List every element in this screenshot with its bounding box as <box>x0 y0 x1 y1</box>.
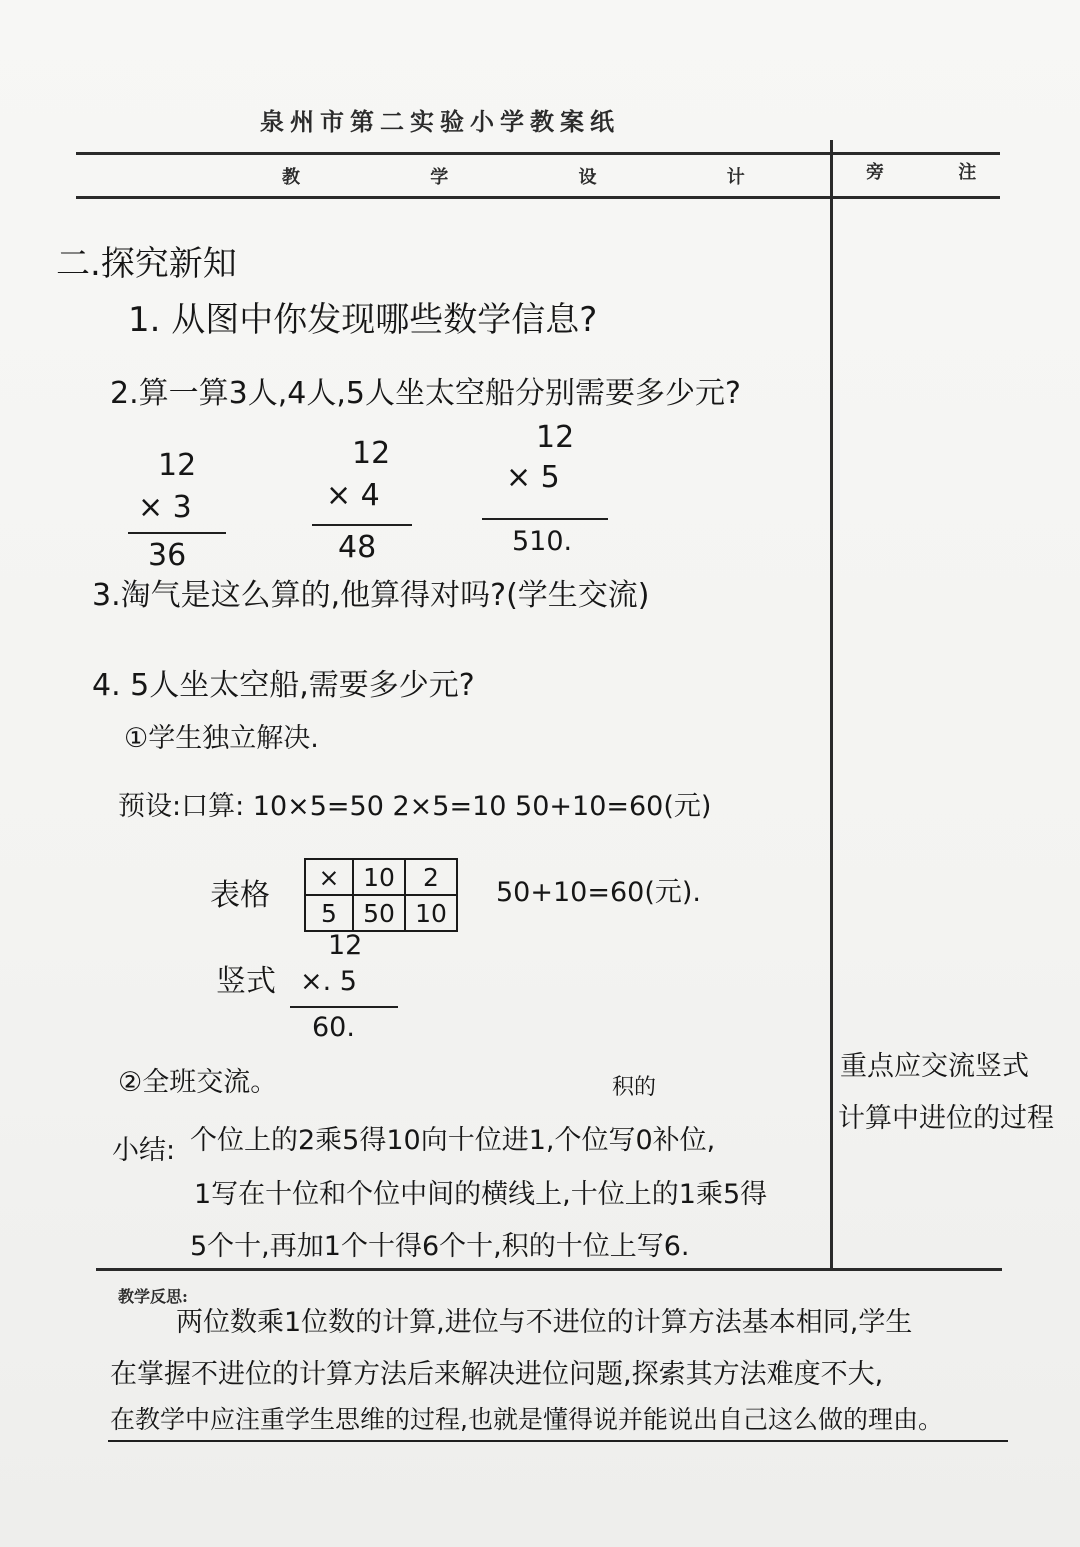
calc3-line <box>482 518 608 520</box>
grid-row <box>305 895 457 931</box>
table-label: 表格 <box>210 878 270 913</box>
grid-cell: 10 <box>405 895 457 931</box>
summary-label: 小结: <box>112 1135 176 1166</box>
column-label-notes: 旁 注 <box>866 162 1011 183</box>
reflection-line-2: 在掌握不进位的计算方法后来解决进位问题,探索其方法难度不大, <box>110 1359 884 1390</box>
side-note-line-1: 重点应交流竖式 <box>840 1051 1029 1082</box>
summary-line-2: 1写在十位和个位中间的横线上,十位上的1乘5得 <box>194 1179 768 1210</box>
column-label-design: 教 学 设 计 <box>282 167 807 188</box>
summary-line-3: 5个十,再加1个十得6个十,积的十位上写6. <box>190 1231 690 1262</box>
calc3-top: 12 <box>536 420 575 455</box>
summary-insert: 积的 <box>612 1075 657 1100</box>
reflection-line-1: 两位数乘1位数的计算,进位与不进位的计算方法基本相同,学生 <box>176 1307 913 1338</box>
question-1: 1. 从图中你发现哪些数学信息? <box>128 300 598 340</box>
column-divider <box>830 140 833 1270</box>
summary-line-1: 个位上的2乘5得10向十位进1,个位写0补位, <box>190 1125 716 1156</box>
vertical-top: 12 <box>328 930 363 961</box>
grid-cell: × <box>305 859 353 895</box>
grid-row <box>305 859 457 895</box>
reflection-label: 教学反思: <box>118 1287 188 1306</box>
side-note-line-2: 计算中进位的过程 <box>838 1103 1054 1134</box>
vertical-label: 竖式 <box>216 964 276 999</box>
reflection-underline <box>108 1440 1008 1442</box>
calc3-multiplier: × 5 <box>506 460 560 495</box>
calc2-line <box>312 524 412 526</box>
vertical-line <box>290 1006 398 1008</box>
school-title: 泉州市第二实验小学教案纸 <box>260 107 620 136</box>
step-2: ②全班交流。 <box>118 1067 278 1098</box>
calc2-result: 48 <box>338 530 377 565</box>
question-2: 2.算一算3人,4人,5人坐太空船分别需要多少元? <box>110 376 741 411</box>
calc2-top: 12 <box>352 436 391 471</box>
calc1-result: 36 <box>148 538 187 573</box>
calc1-multiplier: × 3 <box>138 490 192 525</box>
reflection-line-3: 在教学中应注重学生思维的过程,也就是懂得说并能说出自己这么做的理由。 <box>110 1405 943 1434</box>
grid-cell: 10 <box>353 859 405 895</box>
section-title: 二.探究新知 <box>56 244 237 284</box>
top-rule <box>76 152 1000 155</box>
grid-cell: 5 <box>305 895 353 931</box>
calc2-multiplier: × 4 <box>326 478 380 513</box>
question-4: 4. 5人坐太空船,需要多少元? <box>92 668 475 703</box>
preset-oral-calc: 预设:口算: 10×5=50 2×5=10 50+10=60(元) <box>118 791 712 822</box>
multiplication-grid <box>304 858 458 932</box>
step-1: ①学生独立解决. <box>124 723 319 754</box>
question-3: 3.淘气是这么算的,他算得对吗?(学生交流) <box>92 578 650 613</box>
calc1-line <box>128 532 226 534</box>
reflection-rule <box>96 1268 1002 1271</box>
grid-cell: 50 <box>353 895 405 931</box>
calc1-top: 12 <box>158 448 197 483</box>
calc3-result: 510. <box>512 526 573 557</box>
grid-cell: 2 <box>405 859 457 895</box>
table-result: 50+10=60(元). <box>496 877 701 908</box>
vertical-result: 60. <box>312 1012 355 1043</box>
vertical-multiplier: ×. 5 <box>300 966 357 997</box>
header-bottom-rule <box>76 196 1000 199</box>
